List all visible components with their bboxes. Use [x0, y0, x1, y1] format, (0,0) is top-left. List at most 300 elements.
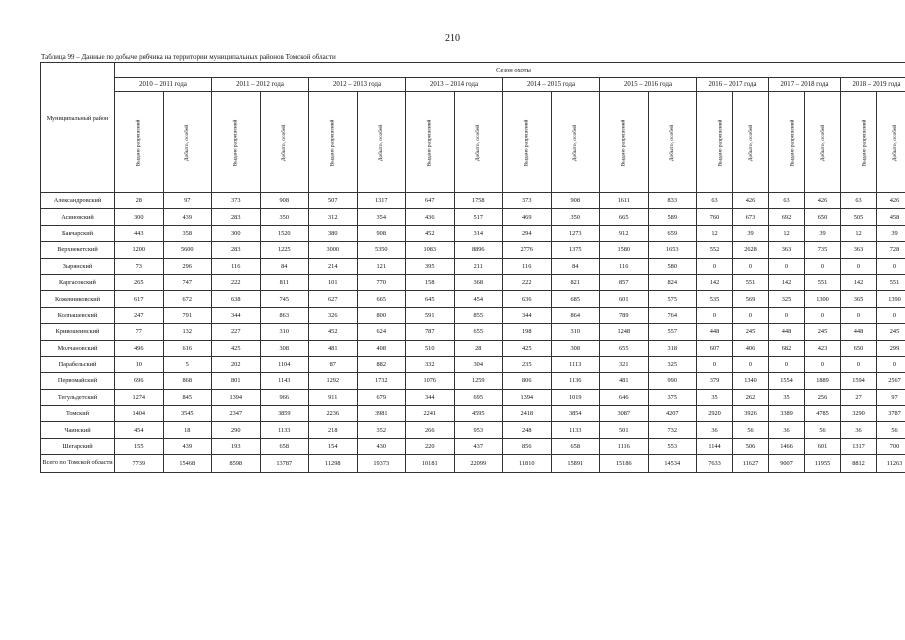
district-name: Верхнекетский	[41, 242, 115, 258]
permits-cell: 116	[212, 258, 261, 274]
harvest-cell: 437	[454, 438, 503, 454]
harvest-cell: 1732	[357, 373, 406, 389]
harvest-cell: 1143	[260, 373, 309, 389]
district-name: Кривошеинский	[41, 324, 115, 340]
table-row	[41, 438, 905, 454]
district-name: Молчановский	[41, 340, 115, 356]
harvest-cell: 439	[163, 209, 212, 225]
harvest-cell: 352	[357, 422, 406, 438]
harvest-subheader-label: Добыто, особей	[378, 124, 385, 161]
permits-cell: 665	[600, 209, 649, 225]
permits-cell: 35	[697, 389, 733, 405]
permits-cell: 1611	[600, 193, 649, 209]
harvest-cell: 245	[805, 324, 841, 340]
permits-cell: 1292	[309, 373, 358, 389]
permits-cell: 36	[769, 422, 805, 438]
harvest-cell: 700	[877, 438, 905, 454]
harvest-cell: 1520	[260, 225, 309, 241]
permits-cell: 646	[600, 389, 649, 405]
harvest-cell: 953	[454, 422, 503, 438]
harvest-cell: 426	[805, 193, 841, 209]
permits-cell: 326	[309, 307, 358, 323]
harvest-cell: 15468	[163, 455, 212, 473]
permits-cell: 265	[115, 274, 164, 290]
harvest-cell: 1375	[551, 242, 600, 258]
permits-cell: 591	[406, 307, 455, 323]
harvest-cell: 551	[877, 274, 905, 290]
harvest-subheader	[163, 92, 212, 193]
permits-cell: 321	[600, 356, 649, 372]
harvest-cell: 8896	[454, 242, 503, 258]
table-row	[41, 389, 905, 405]
permits-cell: 332	[406, 356, 455, 372]
district-name: Александровский	[41, 193, 115, 209]
permits-cell: 650	[841, 340, 877, 356]
permits-cell: 2241	[406, 406, 455, 422]
permits-cell: 116	[503, 258, 552, 274]
harvest-subheader-label: Добыто, особей	[669, 124, 676, 161]
permits-cell: 325	[769, 291, 805, 307]
harvest-cell: 1104	[260, 356, 309, 372]
harvest-cell: 735	[805, 242, 841, 258]
permits-cell: 77	[115, 324, 164, 340]
harvest-cell: 966	[260, 389, 309, 405]
permits-cell: 63	[697, 193, 733, 209]
harvest-cell: 11955	[805, 455, 841, 473]
permits-subheader	[406, 92, 455, 193]
permits-cell: 425	[503, 340, 552, 356]
harvest-cell: 454	[454, 291, 503, 307]
harvest-cell: 1019	[551, 389, 600, 405]
harvest-cell: 665	[357, 291, 406, 307]
harvest-cell: 368	[454, 274, 503, 290]
permits-cell: 436	[406, 209, 455, 225]
permits-cell: 1144	[697, 438, 733, 454]
season-year-header: 2014 – 2015 года	[503, 78, 600, 92]
permits-cell: 0	[841, 258, 877, 274]
permits-cell: 142	[841, 274, 877, 290]
district-name: Парабельский	[41, 356, 115, 372]
permits-cell: 655	[600, 340, 649, 356]
harvest-table	[40, 62, 905, 473]
harvest-cell: 745	[260, 291, 309, 307]
permits-cell: 12	[697, 225, 733, 241]
district-name: Чаинский	[41, 422, 115, 438]
permits-cell: 496	[115, 340, 164, 356]
harvest-cell: 506	[733, 438, 769, 454]
permits-cell: 452	[309, 324, 358, 340]
permits-cell: 154	[309, 438, 358, 454]
harvest-cell: 0	[877, 258, 905, 274]
harvest-cell: 864	[551, 307, 600, 323]
permits-cell: 505	[841, 209, 877, 225]
harvest-cell: 4785	[805, 406, 841, 422]
permits-cell: 235	[503, 356, 552, 372]
permits-cell: 3389	[769, 406, 805, 422]
permits-cell: 11298	[309, 455, 358, 473]
harvest-cell: 821	[551, 274, 600, 290]
harvest-cell: 325	[648, 356, 697, 372]
harvest-cell: 299	[877, 340, 905, 356]
permits-cell: 142	[697, 274, 733, 290]
permits-cell: 155	[115, 438, 164, 454]
permits-subheader-label: Выдано разрешений	[861, 119, 868, 166]
permits-cell: 12	[769, 225, 805, 241]
permits-cell: 373	[212, 193, 261, 209]
permits-cell: 443	[115, 225, 164, 241]
harvest-cell: 1133	[551, 422, 600, 438]
permits-cell: 12	[841, 225, 877, 241]
harvest-cell: 350	[260, 209, 309, 225]
harvest-cell: 1113	[551, 356, 600, 372]
permits-cell: 760	[697, 209, 733, 225]
harvest-cell: 1340	[733, 373, 769, 389]
harvest-cell: 770	[357, 274, 406, 290]
district-name: Тегульдетский	[41, 389, 115, 405]
harvest-cell: 1317	[357, 193, 406, 209]
harvest-cell: 655	[454, 324, 503, 340]
permits-cell: 2236	[309, 406, 358, 422]
harvest-cell: 15891	[551, 455, 600, 473]
harvest-cell: 1390	[877, 291, 905, 307]
harvest-cell: 1889	[805, 373, 841, 389]
table-row	[41, 242, 905, 258]
harvest-cell: 0	[805, 356, 841, 372]
table-row	[41, 274, 905, 290]
harvest-cell: 601	[805, 438, 841, 454]
permits-cell: 8812	[841, 455, 877, 473]
harvest-cell: 310	[551, 324, 600, 340]
permits-cell: 636	[503, 291, 552, 307]
harvest-cell: 2628	[733, 242, 769, 258]
season-year-header: 2013 – 2014 года	[406, 78, 503, 92]
table-caption: Таблица 99 – Данные по добыче рябчика на территории муниципальных районов Томской области	[41, 53, 336, 61]
permits-cell: 344	[406, 389, 455, 405]
harvest-cell: 908	[357, 225, 406, 241]
permits-cell: 627	[309, 291, 358, 307]
harvest-cell: 0	[877, 307, 905, 323]
harvest-subheader-label: Добыто, особей	[572, 124, 579, 161]
season-year-header: 2018 – 2019 года	[841, 78, 905, 92]
permits-subheader	[697, 92, 733, 193]
permits-cell: 11810	[503, 455, 552, 473]
harvest-subheader	[733, 92, 769, 193]
permits-cell: 0	[697, 307, 733, 323]
harvest-cell: 56	[805, 422, 841, 438]
permits-cell: 294	[503, 225, 552, 241]
season-year-header: 2010 – 2011 года	[115, 78, 212, 92]
harvest-cell: 3859	[260, 406, 309, 422]
harvest-cell: 575	[648, 291, 697, 307]
permits-subheader-label: Выдано разрешений	[717, 119, 724, 166]
permits-cell: 1317	[841, 438, 877, 454]
permits-cell: 1200	[115, 242, 164, 258]
table-row	[41, 422, 905, 438]
harvest-cell: 551	[805, 274, 841, 290]
permits-cell: 158	[406, 274, 455, 290]
harvest-cell: 616	[163, 340, 212, 356]
harvest-cell: 791	[163, 307, 212, 323]
harvest-cell: 553	[648, 438, 697, 454]
district-name: Каргасокский	[41, 274, 115, 290]
permits-cell: 3000	[309, 242, 358, 258]
permits-cell: 0	[769, 356, 805, 372]
harvest-cell: 0	[733, 356, 769, 372]
permits-cell: 1274	[115, 389, 164, 405]
harvest-cell: 764	[648, 307, 697, 323]
harvest-subheader	[357, 92, 406, 193]
table-row	[41, 225, 905, 241]
harvest-cell: 375	[648, 389, 697, 405]
harvest-cell: 551	[733, 274, 769, 290]
permits-cell: 3087	[600, 406, 649, 422]
harvest-cell: 28	[454, 340, 503, 356]
permits-cell: 0	[841, 307, 877, 323]
permits-cell: 452	[406, 225, 455, 241]
harvest-cell: 13787	[260, 455, 309, 473]
permits-subheader-label: Выдано разрешений	[789, 119, 796, 166]
harvest-cell: 245	[733, 324, 769, 340]
permits-cell: 1076	[406, 373, 455, 389]
harvest-cell: 14534	[648, 455, 697, 473]
permits-subheader-label: Выдано разрешений	[135, 119, 142, 166]
permits-cell: 214	[309, 258, 358, 274]
permits-cell: 0	[697, 356, 733, 372]
district-name: Первомайский	[41, 373, 115, 389]
harvest-cell: 262	[733, 389, 769, 405]
permits-cell: 63	[769, 193, 805, 209]
permits-cell: 692	[769, 209, 805, 225]
harvest-cell: 863	[260, 307, 309, 323]
harvest-cell: 308	[260, 340, 309, 356]
harvest-cell: 19373	[357, 455, 406, 473]
harvest-cell: 0	[733, 307, 769, 323]
harvest-cell: 990	[648, 373, 697, 389]
permits-cell: 142	[769, 274, 805, 290]
table-row	[41, 406, 905, 422]
permits-cell: 448	[841, 324, 877, 340]
permits-cell: 290	[212, 422, 261, 438]
harvest-cell: 833	[648, 193, 697, 209]
permits-subheader-label: Выдано разрешений	[232, 119, 239, 166]
harvest-cell: 1133	[260, 422, 309, 438]
district-name: Асиновский	[41, 209, 115, 225]
harvest-cell: 22099	[454, 455, 503, 473]
permits-subheader-label: Выдано разрешений	[620, 119, 627, 166]
permits-cell: 0	[697, 258, 733, 274]
harvest-subheader	[648, 92, 697, 193]
permits-cell: 380	[309, 225, 358, 241]
permits-cell: 15186	[600, 455, 649, 473]
harvest-cell: 304	[454, 356, 503, 372]
harvest-cell: 0	[733, 258, 769, 274]
permits-cell: 1083	[406, 242, 455, 258]
harvest-cell: 0	[805, 258, 841, 274]
permits-cell: 101	[309, 274, 358, 290]
harvest-cell: 39	[877, 225, 905, 241]
harvest-cell: 1758	[454, 193, 503, 209]
harvest-cell: 3926	[733, 406, 769, 422]
harvest-cell: 121	[357, 258, 406, 274]
harvest-cell: 845	[163, 389, 212, 405]
permits-cell: 806	[503, 373, 552, 389]
harvest-subheader-label: Добыто, особей	[820, 124, 827, 161]
permits-cell: 510	[406, 340, 455, 356]
harvest-cell: 1259	[454, 373, 503, 389]
harvest-cell: 97	[163, 193, 212, 209]
permits-cell: 63	[841, 193, 877, 209]
harvest-cell: 358	[163, 225, 212, 241]
harvest-cell: 0	[877, 356, 905, 372]
permits-cell: 35	[769, 389, 805, 405]
harvest-subheader	[877, 92, 905, 193]
permits-cell: 2347	[212, 406, 261, 422]
permits-cell: 300	[115, 209, 164, 225]
permits-cell: 1394	[503, 389, 552, 405]
harvest-cell: 1136	[551, 373, 600, 389]
table-row	[41, 193, 905, 209]
harvest-subheader-label: Добыто, особей	[281, 124, 288, 161]
harvest-subheader	[454, 92, 503, 193]
harvest-cell: 811	[260, 274, 309, 290]
permits-cell: 696	[115, 373, 164, 389]
permits-cell: 222	[503, 274, 552, 290]
harvest-cell: 1273	[551, 225, 600, 241]
harvest-cell: 408	[357, 340, 406, 356]
harvest-cell: 908	[551, 193, 600, 209]
harvest-cell: 4595	[454, 406, 503, 422]
harvest-cell: 56	[733, 422, 769, 438]
harvest-cell: 56	[877, 422, 905, 438]
permits-cell: 425	[212, 340, 261, 356]
permits-cell: 363	[841, 242, 877, 258]
harvest-cell: 728	[877, 242, 905, 258]
harvest-cell: 318	[648, 340, 697, 356]
harvest-cell: 426	[733, 193, 769, 209]
harvest-cell: 747	[163, 274, 212, 290]
harvest-cell: 855	[454, 307, 503, 323]
harvest-cell: 84	[551, 258, 600, 274]
permits-cell: 312	[309, 209, 358, 225]
permits-cell: 379	[697, 373, 733, 389]
permits-cell: 448	[697, 324, 733, 340]
permits-cell: 300	[212, 225, 261, 241]
harvest-cell: 5600	[163, 242, 212, 258]
permits-cell: 28	[115, 193, 164, 209]
district-name: Томский	[41, 406, 115, 422]
harvest-subheader-label: Добыто, особей	[748, 124, 755, 161]
harvest-cell: 11263	[877, 455, 905, 473]
harvest-cell: 882	[357, 356, 406, 372]
season-year-header: 2011 – 2012 года	[212, 78, 309, 92]
harvest-cell: 679	[357, 389, 406, 405]
permits-cell: 365	[841, 291, 877, 307]
harvest-cell: 658	[551, 438, 600, 454]
harvest-cell: 4207	[648, 406, 697, 422]
harvest-cell: 245	[877, 324, 905, 340]
season-year-header: 2012 – 2013 года	[309, 78, 406, 92]
permits-cell: 3290	[841, 406, 877, 422]
table-row	[41, 291, 905, 307]
permits-cell: 2418	[503, 406, 552, 422]
harvest-cell: 256	[805, 389, 841, 405]
harvest-cell: 672	[163, 291, 212, 307]
permits-cell: 344	[503, 307, 552, 323]
permits-cell: 0	[769, 258, 805, 274]
harvest-cell: 624	[357, 324, 406, 340]
permits-cell: 266	[406, 422, 455, 438]
permits-cell: 116	[600, 258, 649, 274]
harvest-cell: 732	[648, 422, 697, 438]
permits-cell: 1554	[769, 373, 805, 389]
permits-cell: 283	[212, 209, 261, 225]
harvest-cell: 0	[805, 307, 841, 323]
season-year-header: 2017 – 2018 года	[769, 78, 841, 92]
harvest-cell: 685	[551, 291, 600, 307]
harvest-cell: 314	[454, 225, 503, 241]
permits-subheader	[309, 92, 358, 193]
permits-cell: 198	[503, 324, 552, 340]
district-name: Зырянский	[41, 258, 115, 274]
permits-cell: 535	[697, 291, 733, 307]
permits-cell: 395	[406, 258, 455, 274]
permits-cell: 36	[841, 422, 877, 438]
harvest-cell: 211	[454, 258, 503, 274]
permits-cell: 507	[309, 193, 358, 209]
season-header: Сезон охоты	[115, 63, 905, 78]
harvest-cell: 310	[260, 324, 309, 340]
harvest-cell: 569	[733, 291, 769, 307]
harvest-cell: 439	[163, 438, 212, 454]
harvest-subheader	[551, 92, 600, 193]
district-name: Кожевниковский	[41, 291, 115, 307]
harvest-cell: 589	[648, 209, 697, 225]
harvest-cell: 5350	[357, 242, 406, 258]
harvest-cell: 3854	[551, 406, 600, 422]
permits-subheader-label: Выдано разрешений	[523, 119, 530, 166]
harvest-cell: 3787	[877, 406, 905, 422]
permits-cell: 454	[115, 422, 164, 438]
permits-cell: 247	[115, 307, 164, 323]
permits-cell: 202	[212, 356, 261, 372]
table-row	[41, 307, 905, 323]
permits-cell: 1594	[841, 373, 877, 389]
harvest-cell: 658	[260, 438, 309, 454]
permits-cell: 7739	[115, 455, 164, 473]
permits-cell: 344	[212, 307, 261, 323]
permits-cell: 481	[309, 340, 358, 356]
harvest-cell: 18	[163, 422, 212, 438]
harvest-cell: 1225	[260, 242, 309, 258]
table-row	[41, 324, 905, 340]
harvest-cell: 1300	[805, 291, 841, 307]
harvest-cell: 517	[454, 209, 503, 225]
permits-cell: 1248	[600, 324, 649, 340]
table-row	[41, 258, 905, 274]
permits-cell: 856	[503, 438, 552, 454]
permits-cell: 645	[406, 291, 455, 307]
permits-cell: 2920	[697, 406, 733, 422]
harvest-cell: 695	[454, 389, 503, 405]
table-row	[41, 209, 905, 225]
season-year-header: 2016 – 2017 года	[697, 78, 769, 92]
permits-cell: 857	[600, 274, 649, 290]
harvest-cell: 3981	[357, 406, 406, 422]
harvest-cell: 426	[877, 193, 905, 209]
permits-cell: 1404	[115, 406, 164, 422]
permits-cell: 552	[697, 242, 733, 258]
harvest-cell: 650	[805, 209, 841, 225]
